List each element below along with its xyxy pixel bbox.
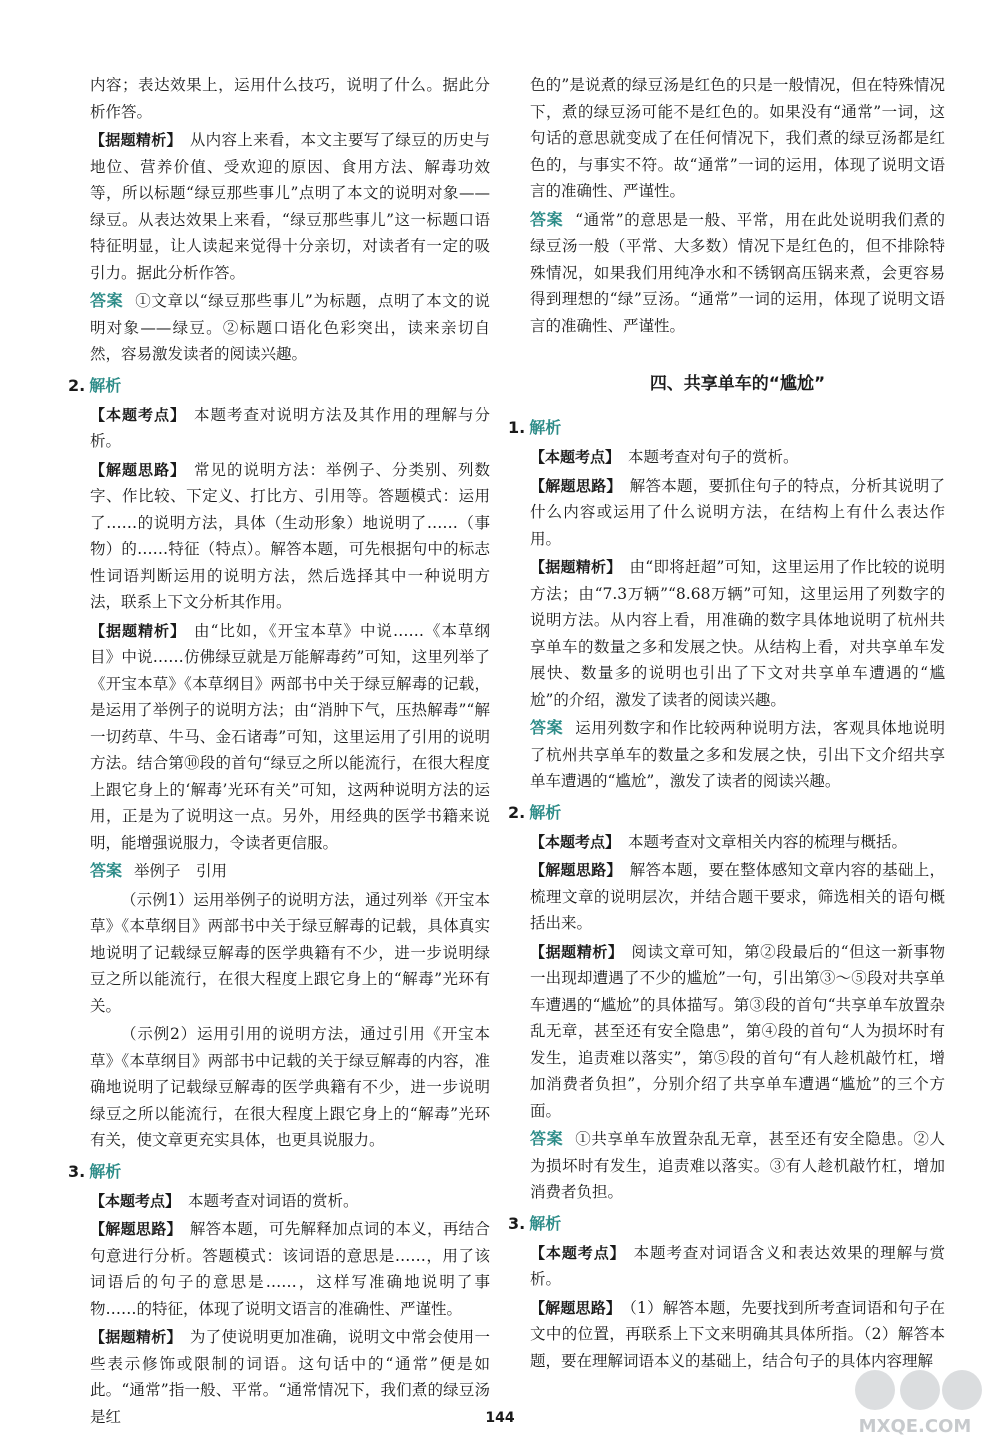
- left-column: 内容；表达效果上，运用什么技巧，说明了什么。据此分析作答。 【据题精析】 从内容上来看，本文主要写了绿豆的历史与地位、营养价值、受欢迎的原因、食用方法、解毒功效等，所以标题“绿豆那些事儿”点明了本文的说明对象——绿豆。从表达效果上来看，“绿豆那些事儿”这一标题口语特征明显，让人读起来觉得十分亲切，对读者有一定的吸引力。据此分析作答。 答案 ①文章以“绿豆那些事儿”为标题，点明了本文的说明对象——绿豆。②标题口语化色彩突出，读来亲切自然，容易激发读者的阅读兴趣。 2. 解析 【本题考点】 本题考查对说明方法及其作用的理解与分析。 【解题思路】 常见的说明方法：举例子、分类别、列数字、作比较、下定义、打比方、引用等。答题模式：运用了……的说明方法，具体（生动形象）地说明了……（事物）的……特征（特点）。解答本题，可先根据句中的标志性词语判断运用的说明方法，然后选择其中一种说明方法，联系上下文分析其作用。 【据题精析】 由“比如，《开宝本草》中说……《本草纲目》中说……仿佛绿豆就是万能解毒药”可知，这里列举了《开宝本草》《本草纲目》两部书中关于绿豆解毒的记载，是运用了举例子的说明方法；由“消肿下气，压热解毒”“解一切药草、牛马、金石诸毒”可知，这里运用了引用的说明方法。结合第⑩段的首句“绿豆之所以能流行，在很大程度上跟它身上的‘解毒’光环有关”可知，这两种说明方法的运用，正是为了说明这一点。另外，用经典的医学书籍来说明，能增强说服力，令读者更信服。 答案 举例子 引用 （示例1）运用举例子的说明方法，通过列举《开宝本草》《本草纲目》两部书中关于绿豆解毒的记载，具体真实地说明了记载绿豆解毒的医学典籍有不少，进一步说明绿豆之所以能流行，在很大程度上跟它身上的“解毒”光环有关。 （示例2）运用引用的说明方法，通过引用《开宝本草》《本草纲目》两部书中记载的关于绿豆解毒的内容，准确地说明了记载绿豆解毒的医学典籍有不少，进一步说明绿豆之所以能流行，在很大程度上跟它身上的“解毒”光环有关，使文章更充实具体，也更具说服力。 3. 解析 【本题考点】 本题考查对词语的赏析。 【解题思路】 解答本题，可先解释加点词的本义，再结合句意进行分析。答题模式：该词语的意思是……，用了该词语后的句子的意思是……，这样写准确地说明了事物……的特征，体现了说明文语言的准确性、严谨性。 【据题精析】 为了使说明更加准确，说明文中常会使用一些表示修饰或限制的词语。这句话中的“通常”便是如此。“通常”指一般、平常。“通常情况下，我们煮的绿豆汤是红: [90, 72, 490, 1432]
- topic-tag: 【本题考点】: [530, 448, 621, 466]
- approach-tag: 【解题思路】: [90, 1220, 182, 1238]
- approach-tag: 【解题思路】: [90, 460, 186, 479]
- watermark-logo: [840, 1360, 990, 1440]
- topic-tag: 【本题考点】: [90, 1191, 181, 1210]
- question-heading: 2. 解析: [68, 375, 122, 395]
- answer-text: 举例子 引用: [134, 862, 228, 880]
- answer-text: ①文章以“绿豆那些事儿”为标题，点明了本文的说明对象——绿豆。②标题口语化色彩突出，读来亲切自然，容易激发读者的阅读兴趣。: [90, 292, 490, 363]
- answer-tag: 答案: [530, 209, 564, 229]
- analysis-tag: 【据题精析】: [90, 621, 186, 640]
- approach-tag: 【解题思路】: [530, 1298, 622, 1317]
- answer-text: 运用列数字和作比较两种说明方法，客观具体地说明了杭州共享单车的数量之多和发展之快，引出下文介绍共享单车遭遇的“尴尬”，激发了读者的阅读兴趣。: [530, 719, 945, 790]
- topic-tag: 【本题考点】: [90, 405, 186, 424]
- section-title: 四、共享单车的“尴尬”: [649, 374, 826, 394]
- watermark-badge-icon: [855, 1370, 895, 1410]
- question-heading: 2. 解析: [508, 802, 562, 822]
- approach-tag: 【解题思路】: [530, 861, 622, 879]
- answer-tag: 答案: [90, 291, 124, 310]
- answer-text: ①共享单车放置杂乱无章，甚至还有安全隐患。②人为损坏时有发生，追责难以落实。③有人趁机敲竹杠，增加消费者负担。: [530, 1130, 945, 1201]
- topic-tag: 【本题考点】: [530, 832, 621, 851]
- analysis-tag: 【据题精析】: [530, 942, 624, 961]
- question-heading: 3. 解析: [68, 1161, 122, 1181]
- answer-text: “通常”的意思是一般、平常，用在此处说明我们煮的绿豆汤一般（平常、大多数）情况下是红色的，但不排除特殊情况，如果我们用纯净水和不锈钢高压锅来煮，会更容易得到理想的“绿”豆汤。“通常”一词的运用，体现了说明文语言的准确性、严谨性。: [530, 210, 945, 335]
- topic-tag: 【本题考点】: [530, 1243, 626, 1262]
- example-paragraph: （示例2）运用引用的说明方法，通过引用《开宝本草》《本草纲目》两部书中记载的关于绿豆解毒的内容，准确地说明了记载绿豆解毒的医学典籍有不少，进一步说明绿豆之所以能流行，在很大程度上跟它身上的“解毒”光环有关，使文章更充实具体，也更具说服力。: [90, 1025, 490, 1149]
- analysis-tag: 【据题精析】: [90, 1328, 182, 1346]
- page-number: 144: [485, 1410, 515, 1426]
- analysis-tag: 【据题精析】: [90, 131, 182, 149]
- answer-tag: 答案: [90, 861, 123, 880]
- analysis-tag: 【据题精析】: [530, 558, 622, 576]
- paragraph: 内容；表达效果上，运用什么技巧，说明了什么。据此分析作答。: [90, 76, 490, 121]
- question-heading: 1. 解析: [508, 418, 562, 437]
- paragraph: 色的”是说煮的绿豆汤是红色的只是一般情况，但在特殊情况下，煮的绿豆汤可能不是红色的。如果没有“通常”一词，这句话的意思就变成了在任何情况下，我们煮的绿豆汤都是红色的，与事实不符。故“通常”一词的运用，体现了说明文语言的准确性、严谨性。: [530, 76, 945, 200]
- paragraph: 从内容上来看，本文主要写了绿豆的历史与地位、营养价值、受欢迎的原因、食用方法、解毒功效等，所以标题“绿豆那些事儿”点明了本文的说明对象——绿豆。从表达效果上来看，“绿豆那些事儿”这一标题口语特征明显，让人读起来觉得十分亲切，对读者有一定的吸引力。据此分析作答。: [90, 131, 490, 282]
- right-column: 色的”是说煮的绿豆汤是红色的只是一般情况，但在特殊情况下，煮的绿豆汤可能不是红色的。如果没有“通常”一词，这句话的意思就变成了在任何情况下，我们煮的绿豆汤都是红色的，与事实不符。故“通常”一词的运用，体现了说明文语言的准确性、严谨性。 答案 “通常”的意思是一般、平常，用在此处说明我们煮的绿豆汤一般（平常、大多数）情况下是红色的，但不排除特殊情况，如果我们用纯净水和不锈钢高压锅来煮，会更容易得到理想的“绿”豆汤。“通常”一词的运用，体现了说明文语言的准确性、严谨性。 四、共享单车的“尴尬” 1. 解析 【本题考点】 本题考查对句子的赏析。 【解题思路】 解答本题，要抓住句子的特点，分析其说明了什么内容或运用了什么说明方法，在结构上有什么表达作用。 【据题精析】 由“即将赶超”可知，这里运用了作比较的说明方法；由“7.3万辆”“8.68万辆”可知，这里运用了列数字的说明方法。从内容上看，用准确的数字具体地说明了杭州共享单车的数量之多和发展之快。从结构上看，对共享单车发展快、数量多的说明也引出了下文对共享单车遭遇的“尴尬”的介绍，激发了读者的阅读兴趣。 答案 运用列数字和作比较两种说明方法，客观具体地说明了杭州共享单车的数量之多和发展之快，引出下文介绍共享单车遭遇的“尴尬”，激发了读者的阅读兴趣。 2. 解析 【本题考点】 本题考查对文章相关内容的梳理与概括。 【解题思路】 解答本题，要在整体感知文章内容的基础上，梳理文章的说明层次，并结合题干要求，筛选相关的语句概括出来。 【据题精析】 阅读文章可知，第②段最后的“但这一新事物一出现却遭遇了不少的尴尬”一句，引出第③～⑤段对共享单车遭遇的“尴尬”的具体描写。第③段的首句“共享单车放置杂乱无章，甚至还有安全隐患”，第④段的首句“人为损坏时有发生，追责难以落实”，第⑤段的首句“有人趁机敲竹杠，增加消费者负担”，分别介绍了共享单车遭遇“尴尬”的三个方面。 答案 ①共享单车放置杂乱无章，甚至还有安全隐患。②人为损坏时有发生，追责难以落实。③有人趁机敲竹杠，增加消费者负担。 3. 解析 【本题考点】 本题考查对词语含义和表达效果的理解与赏析。 【解题思路】 （1）解答本题，先要找到所考查词语和句子在文中的位置，再联系上下文来明确其具体所指。（2）解答本题，要在理解词语本义的基础上，结合句子的具体内容理解: [530, 72, 945, 1376]
- watermark-text: MXQE.COM: [858, 1416, 972, 1437]
- answer-tag: 答案: [530, 718, 564, 737]
- approach-tag: 【解题思路】: [530, 476, 622, 495]
- example-paragraph: （示例1）运用举例子的说明方法，通过列举《开宝本草》《本草纲目》两部书中关于绿豆解毒的记载，具体真实地说明了记载绿豆解毒的医学典籍有不少，进一步说明绿豆之所以能流行，在很大程度上跟它身上的“解毒”光环有关。: [90, 890, 490, 1015]
- question-heading: 3. 解析: [508, 1213, 562, 1233]
- answer-tag: 答案: [530, 1129, 564, 1148]
